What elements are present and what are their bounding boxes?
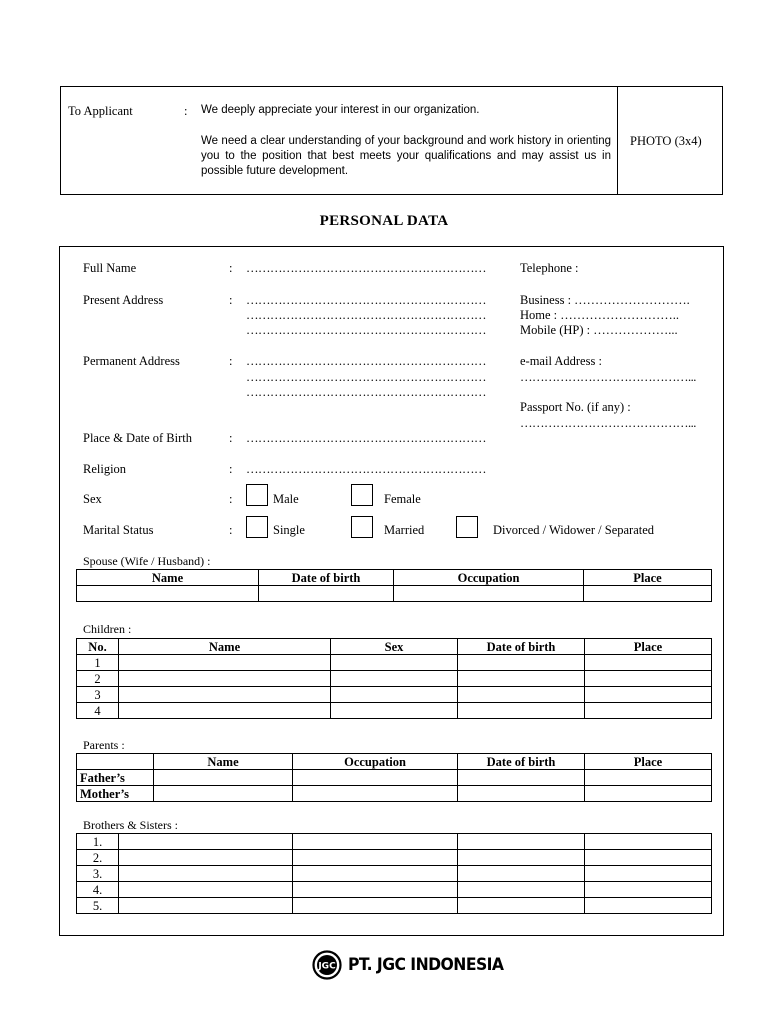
table-row	[77, 882, 712, 898]
company-name: PT. JGC INDONESIA	[348, 955, 504, 975]
present-address-field[interactable]: ……………………………………………………	[246, 308, 486, 322]
parents-header-dob: Date of birth	[458, 754, 585, 770]
table-cell[interactable]	[458, 882, 585, 898]
table-row	[77, 850, 712, 866]
spouse-header-place: Place	[584, 570, 712, 586]
siblings-table	[76, 833, 712, 914]
table-cell[interactable]	[458, 786, 585, 802]
intro-colon: :	[184, 104, 188, 118]
colon: :	[229, 431, 233, 445]
table-cell[interactable]	[293, 866, 458, 882]
parents-header-place: Place	[585, 754, 712, 770]
table-cell[interactable]	[394, 586, 584, 602]
table-cell[interactable]	[585, 770, 712, 786]
table-cell[interactable]	[119, 866, 293, 882]
table-cell[interactable]	[293, 834, 458, 850]
colon: :	[229, 523, 233, 537]
table-row	[77, 655, 712, 671]
table-cell[interactable]	[119, 687, 331, 703]
children-table	[76, 638, 712, 719]
religion-field[interactable]: ……………………………………………………	[246, 462, 486, 476]
table-cell[interactable]	[154, 770, 293, 786]
colon: :	[229, 293, 233, 307]
children-header-sex: Sex	[331, 639, 458, 655]
table-cell[interactable]	[293, 770, 458, 786]
place-dob-field[interactable]: ……………………………………………………	[246, 431, 486, 445]
photo-divider	[617, 87, 618, 194]
row-number: 3.	[77, 866, 119, 882]
place-dob-label: Place & Date of Birth	[83, 431, 192, 445]
table-row	[77, 866, 712, 882]
table-cell[interactable]	[585, 898, 712, 914]
colon: :	[229, 462, 233, 476]
table-cell[interactable]	[458, 834, 585, 850]
row-number: 5.	[77, 898, 119, 914]
row-number: 1	[77, 655, 119, 671]
table-cell[interactable]	[119, 882, 293, 898]
table-cell[interactable]	[154, 786, 293, 802]
table-cell[interactable]	[293, 898, 458, 914]
table-cell[interactable]	[585, 866, 712, 882]
passport-label: Passport No. (if any) :	[520, 400, 631, 414]
table-cell[interactable]	[584, 586, 712, 602]
table-cell[interactable]	[331, 703, 458, 719]
table-cell[interactable]	[293, 882, 458, 898]
intro-box	[60, 86, 723, 195]
table-cell[interactable]	[585, 882, 712, 898]
table-row	[77, 786, 712, 802]
table-cell[interactable]	[585, 703, 712, 719]
parents-header-occupation: Occupation	[293, 754, 458, 770]
colon: :	[229, 354, 233, 368]
parents-table	[76, 753, 712, 802]
table-cell[interactable]	[119, 671, 331, 687]
table-cell[interactable]	[119, 898, 293, 914]
table-cell[interactable]	[259, 586, 394, 602]
home-phone-field[interactable]: Home : ………………………..	[520, 308, 680, 322]
row-number: 2.	[77, 850, 119, 866]
table-cell[interactable]	[458, 655, 585, 671]
children-header-place: Place	[585, 639, 712, 655]
table-cell[interactable]	[458, 687, 585, 703]
single-label: Single	[273, 523, 305, 537]
marital-status-label: Marital Status	[83, 523, 154, 537]
divorced-checkbox[interactable]	[456, 516, 478, 538]
page-title: PERSONAL DATA	[319, 213, 449, 229]
to-applicant-label: To Applicant	[68, 104, 133, 118]
parents-label: Parents :	[83, 738, 125, 752]
spouse-header-dob: Date of birth	[259, 570, 394, 586]
intro-paragraph-2: We need a clear understanding of your background and work history in orienting you to the position that best meets your qualifications and may assist us in possible future development.	[201, 135, 611, 177]
present-address-label: Present Address	[83, 293, 164, 307]
photo-placeholder: PHOTO (3x4)	[630, 134, 702, 148]
parents-header-name: Name	[154, 754, 293, 770]
table-row	[77, 586, 712, 602]
table-cell[interactable]	[585, 834, 712, 850]
table-row	[77, 671, 712, 687]
email-label: e-mail Address :	[520, 354, 602, 368]
table-cell[interactable]	[119, 703, 331, 719]
table-cell[interactable]	[119, 655, 331, 671]
father-label: Father’s	[77, 770, 154, 786]
children-header-no: No.	[77, 639, 119, 655]
table-cell[interactable]	[458, 850, 585, 866]
full-name-field[interactable]: ……………………………………………………	[246, 261, 486, 275]
male-checkbox[interactable]	[246, 484, 268, 506]
table-cell[interactable]	[331, 655, 458, 671]
table-row	[77, 834, 712, 850]
passport-field[interactable]: ……………………………………...	[520, 416, 696, 430]
spouse-header-occupation: Occupation	[394, 570, 584, 586]
table-cell[interactable]	[119, 834, 293, 850]
email-field[interactable]: ……………………………………...	[520, 370, 696, 384]
business-phone-field[interactable]: Business : ……………………….	[520, 293, 690, 307]
married-label: Married	[384, 523, 425, 537]
female-label: Female	[384, 492, 421, 506]
company-logo	[312, 950, 517, 980]
table-cell[interactable]	[585, 786, 712, 802]
children-header-name: Name	[119, 639, 331, 655]
divorced-label: Divorced / Widower / Separated	[493, 523, 655, 537]
table-row	[77, 770, 712, 786]
table-cell[interactable]	[458, 770, 585, 786]
table-cell[interactable]	[293, 786, 458, 802]
table-cell[interactable]	[585, 655, 712, 671]
spouse-label: Spouse (Wife / Husband) :	[83, 554, 211, 568]
present-address-field[interactable]: ……………………………………………………	[246, 323, 486, 337]
row-number: 3	[77, 687, 119, 703]
table-cell[interactable]	[585, 687, 712, 703]
permanent-address-field[interactable]: ……………………………………………………	[246, 370, 486, 384]
row-number: 4.	[77, 882, 119, 898]
row-number: 1.	[77, 834, 119, 850]
table-row	[77, 703, 712, 719]
emblem-text: JGC	[318, 961, 336, 972]
mobile-phone-field[interactable]: Mobile (HP) : ………………...	[520, 323, 678, 337]
sex-label: Sex	[83, 492, 102, 506]
spouse-table	[76, 569, 712, 602]
siblings-label: Brothers & Sisters :	[83, 818, 178, 832]
married-checkbox[interactable]	[351, 516, 373, 538]
spouse-header-name: Name	[77, 570, 259, 586]
jgc-emblem-icon	[312, 950, 342, 980]
table-cell[interactable]	[331, 687, 458, 703]
intro-paragraph-1: We deeply appreciate your interest in our organization.	[201, 104, 480, 116]
mother-label: Mother’s	[77, 786, 154, 802]
female-checkbox[interactable]	[351, 484, 373, 506]
permanent-address-field[interactable]: ……………………………………………………	[246, 354, 486, 368]
table-cell[interactable]	[77, 586, 259, 602]
table-cell[interactable]	[331, 671, 458, 687]
religion-label: Religion	[83, 462, 127, 476]
table-row	[77, 898, 712, 914]
colon: :	[229, 492, 233, 506]
single-checkbox[interactable]	[246, 516, 268, 538]
table-cell[interactable]	[585, 671, 712, 687]
row-number: 4	[77, 703, 119, 719]
row-number: 2	[77, 671, 119, 687]
present-address-field[interactable]: ……………………………………………………	[246, 293, 486, 307]
table-row	[77, 687, 712, 703]
permanent-address-label: Permanent Address	[83, 354, 180, 368]
table-cell[interactable]	[458, 866, 585, 882]
permanent-address-field[interactable]: ……………………………………………………	[246, 385, 486, 399]
full-name-label: Full Name	[83, 261, 137, 275]
table-cell[interactable]	[293, 850, 458, 866]
male-label: Male	[273, 492, 299, 506]
table-cell[interactable]	[458, 898, 585, 914]
children-label: Children :	[83, 622, 132, 636]
table-cell[interactable]	[458, 703, 585, 719]
telephone-label: Telephone :	[520, 261, 579, 275]
table-cell	[77, 754, 154, 770]
table-cell[interactable]	[458, 671, 585, 687]
children-header-dob: Date of birth	[458, 639, 585, 655]
table-cell[interactable]	[585, 850, 712, 866]
table-cell[interactable]	[119, 850, 293, 866]
colon: :	[229, 261, 233, 275]
